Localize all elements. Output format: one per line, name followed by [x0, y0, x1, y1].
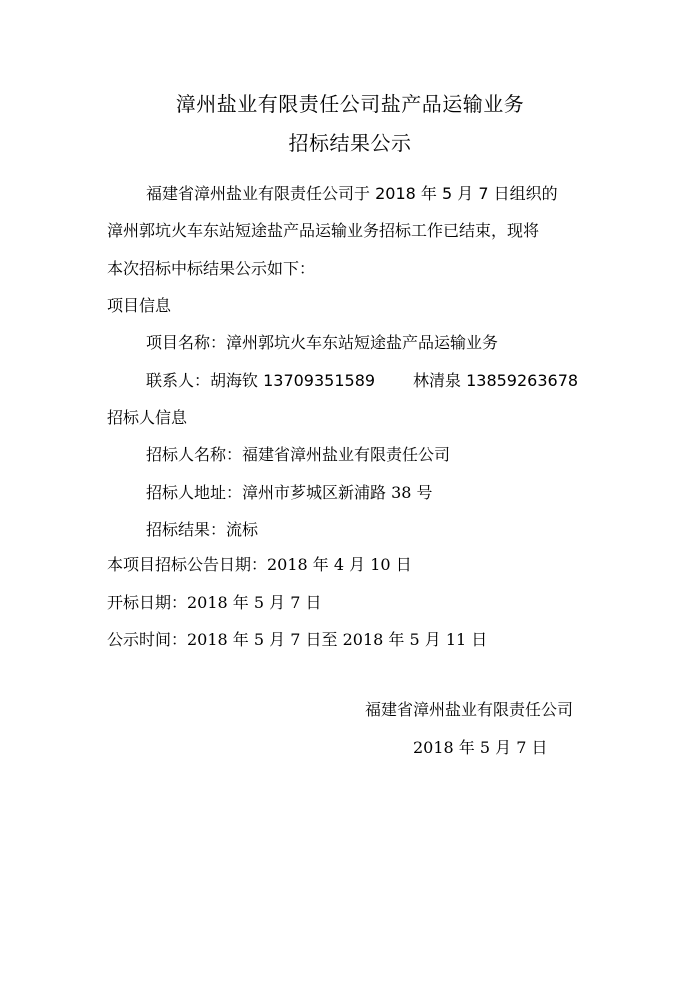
- signature-organization: 福建省漳州盐业有限责任公司: [365, 700, 574, 719]
- tender-result: 招标结果：流标: [146, 520, 259, 539]
- contact-secondary: 林清泉 13859263678: [413, 371, 579, 390]
- project-name: 项目名称：漳州郭坑火车东站短途盐产品运输业务: [146, 333, 499, 352]
- opening-date: 开标日期：2018 年 5 月 7 日: [107, 593, 322, 612]
- intro-line3: 本次招标中标结果公示如下：: [107, 259, 316, 278]
- document-title-line2: 招标结果公示: [288, 131, 412, 155]
- signature-date: 2018 年 5 月 7 日: [413, 738, 548, 757]
- contact-primary: 联系人：胡海钦 13709351589: [146, 371, 376, 390]
- tenderer-name: 招标人名称：福建省漳州盐业有限责任公司: [146, 445, 451, 464]
- project-info-heading: 项目信息: [107, 296, 172, 315]
- publicity-period: 公示时间：2018 年 5 月 7 日至 2018 年 5 月 11 日: [107, 630, 488, 649]
- document-title-line1: 漳州盐业有限责任公司盐产品运输业务: [175, 92, 525, 116]
- intro-line1: 福建省漳州盐业有限责任公司于 2018 年 5 月 7 日组织的: [146, 184, 558, 203]
- tenderer-address: 招标人地址：漳州市芗城区新浦路 38 号: [146, 483, 433, 502]
- tenderer-info-heading: 招标人信息: [107, 408, 188, 427]
- intro-line2: 漳州郭坑火车东站短途盐产品运输业务招标工作已结束，现将: [107, 221, 540, 240]
- notice-date: 本项目招标公告日期：2018 年 4 月 10 日: [107, 555, 412, 574]
